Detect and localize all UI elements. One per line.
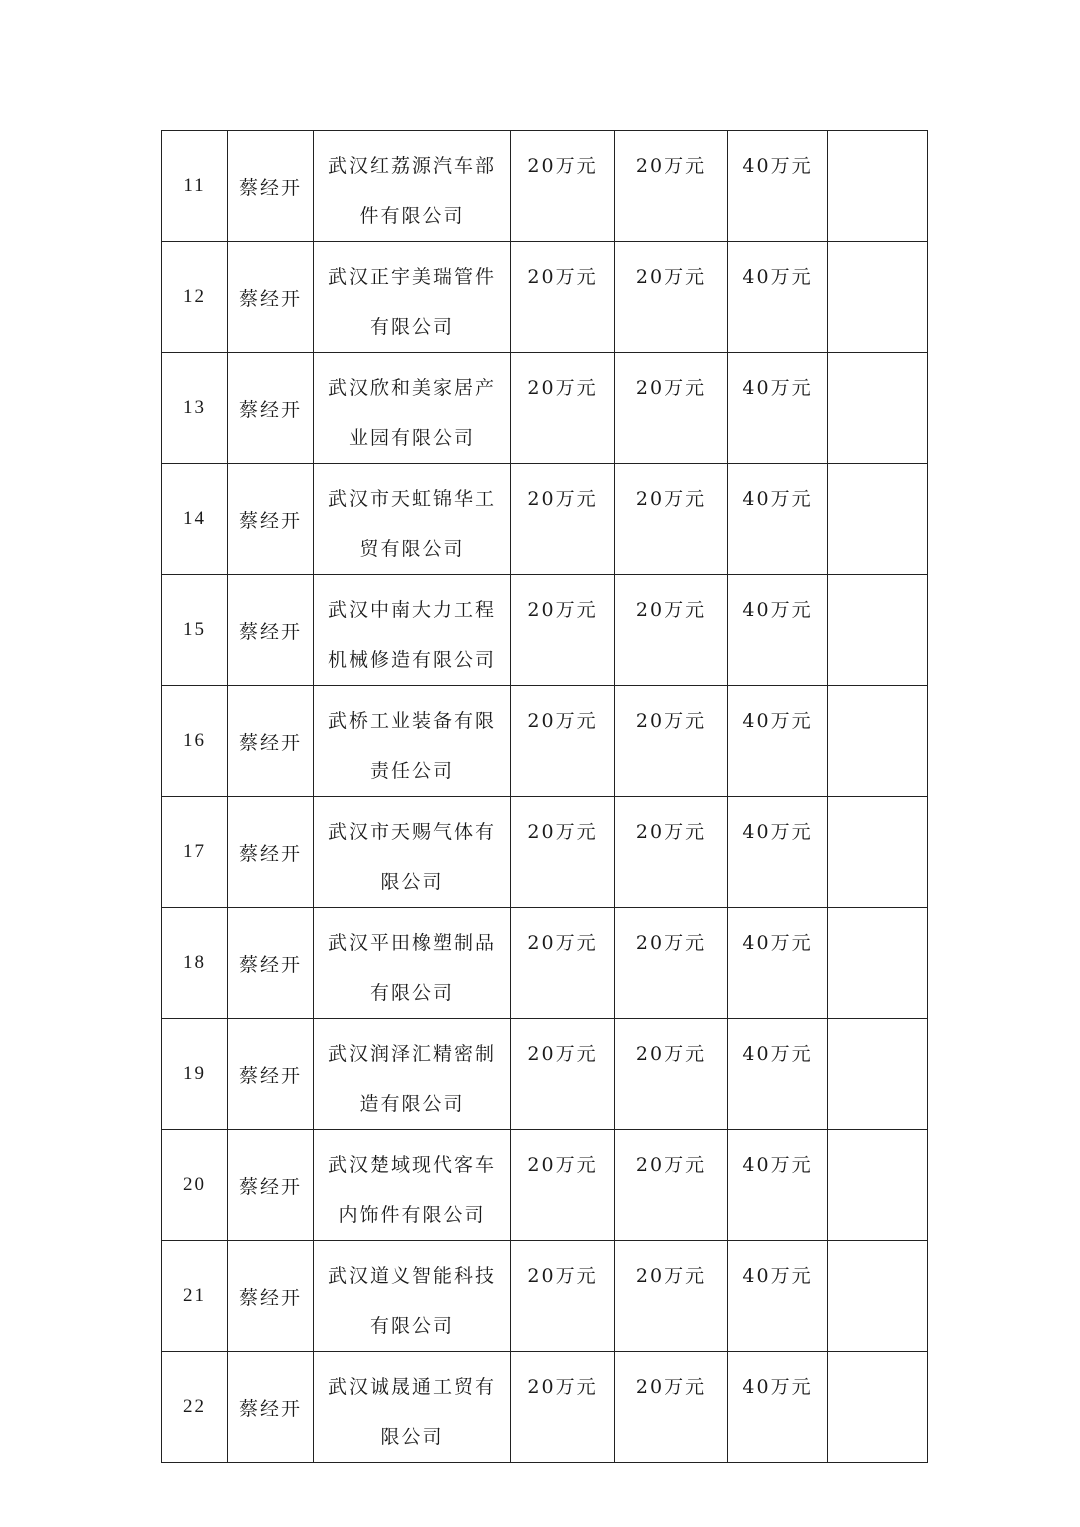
amount-cell: 20万元 (615, 1019, 728, 1130)
amount-cell: 20万元 (511, 1241, 615, 1352)
company-name-line: 贸有限公司 (359, 538, 465, 560)
total-amount-cell: 40万元 (728, 464, 828, 575)
district-cell: 蔡经开 (228, 242, 314, 353)
row-number-cell: 17 (162, 797, 228, 908)
total-amount-cell: 40万元 (728, 353, 828, 464)
district-cell: 蔡经开 (228, 686, 314, 797)
company-name-cell (314, 575, 511, 686)
amount-cell: 20万元 (615, 464, 728, 575)
total-amount-cell: 40万元 (728, 1241, 828, 1352)
company-name-cell (314, 908, 511, 1019)
company-name-line: 限公司 (380, 1426, 444, 1448)
total-amount-cell: 40万元 (728, 908, 828, 1019)
amount-cell: 20万元 (615, 242, 728, 353)
row-number-cell: 12 (162, 242, 228, 353)
table-row (162, 131, 928, 242)
company-name-line: 武汉楚域现代客车 (327, 1154, 496, 1176)
amount-cell: 20万元 (615, 131, 728, 242)
amount-cell: 20万元 (511, 131, 615, 242)
remarks-cell (828, 686, 928, 797)
company-name-cell (314, 1019, 511, 1130)
remarks-cell (828, 353, 928, 464)
company-name-line: 武汉平田橡塑制品 (327, 932, 496, 954)
table-row (162, 686, 928, 797)
remarks-cell (828, 575, 928, 686)
company-name-line: 武汉红荔源汽车部 (327, 155, 496, 177)
district-cell: 蔡经开 (228, 575, 314, 686)
remarks-cell (828, 1241, 928, 1352)
amount-cell: 20万元 (615, 797, 728, 908)
table-row (162, 1241, 928, 1352)
company-name-line: 造有限公司 (359, 1093, 465, 1115)
district-cell: 蔡经开 (228, 908, 314, 1019)
table-row (162, 1352, 928, 1463)
remarks-cell (828, 797, 928, 908)
amount-cell: 20万元 (615, 1130, 728, 1241)
total-amount-cell: 40万元 (728, 131, 828, 242)
company-name-line: 武汉道义智能科技 (327, 1265, 496, 1287)
table-body (162, 131, 928, 1463)
district-cell: 蔡经开 (228, 131, 314, 242)
remarks-cell (828, 908, 928, 1019)
company-name-line: 武汉市天虹锦华工 (327, 488, 496, 510)
total-amount-cell: 40万元 (728, 242, 828, 353)
total-amount-cell: 40万元 (728, 1352, 828, 1463)
company-name-line: 机械修造有限公司 (327, 649, 496, 671)
remarks-cell (828, 242, 928, 353)
company-name-line: 限公司 (380, 871, 444, 893)
company-name-cell (314, 353, 511, 464)
table-row (162, 242, 928, 353)
company-name-line: 武汉润泽汇精密制 (327, 1043, 496, 1065)
amount-cell: 20万元 (511, 1352, 615, 1463)
company-name-line: 武汉市天赐气体有 (327, 821, 496, 843)
remarks-cell (828, 1130, 928, 1241)
company-name-line: 业园有限公司 (348, 427, 475, 449)
table-row (162, 1019, 928, 1130)
company-name-line: 内饰件有限公司 (338, 1204, 486, 1226)
amount-cell: 20万元 (511, 686, 615, 797)
amount-cell: 20万元 (615, 575, 728, 686)
row-number-cell: 15 (162, 575, 228, 686)
table-row (162, 1130, 928, 1241)
company-name-line: 武桥工业装备有限 (327, 710, 496, 732)
row-number-cell: 19 (162, 1019, 228, 1130)
district-cell: 蔡经开 (228, 1352, 314, 1463)
district-cell: 蔡经开 (228, 1019, 314, 1130)
table-row (162, 353, 928, 464)
total-amount-cell: 40万元 (728, 575, 828, 686)
row-number-cell: 20 (162, 1130, 228, 1241)
remarks-cell (828, 1019, 928, 1130)
company-name-cell (314, 686, 511, 797)
company-name-cell (314, 797, 511, 908)
amount-cell: 20万元 (511, 353, 615, 464)
remarks-cell (828, 131, 928, 242)
company-name-cell (314, 464, 511, 575)
district-cell: 蔡经开 (228, 353, 314, 464)
amount-cell: 20万元 (511, 908, 615, 1019)
table-row (162, 575, 928, 686)
company-name-line: 武汉诚晟通工贸有 (327, 1376, 496, 1398)
subsidy-table (161, 130, 928, 1463)
row-number-cell: 11 (162, 131, 228, 242)
company-name-line: 有限公司 (369, 982, 454, 1004)
row-number-cell: 21 (162, 1241, 228, 1352)
company-name-line: 武汉欣和美家居产 (327, 377, 496, 399)
district-cell: 蔡经开 (228, 464, 314, 575)
remarks-cell (828, 1352, 928, 1463)
company-name-line: 件有限公司 (359, 205, 465, 227)
total-amount-cell: 40万元 (728, 686, 828, 797)
company-name-cell (314, 1352, 511, 1463)
row-number-cell: 14 (162, 464, 228, 575)
amount-cell: 20万元 (615, 908, 728, 1019)
amount-cell: 20万元 (511, 1019, 615, 1130)
row-number-cell: 18 (162, 908, 228, 1019)
district-cell: 蔡经开 (228, 1241, 314, 1352)
amount-cell: 20万元 (615, 1352, 728, 1463)
company-name-cell (314, 1241, 511, 1352)
amount-cell: 20万元 (511, 242, 615, 353)
table-row (162, 908, 928, 1019)
company-name-cell (314, 131, 511, 242)
amount-cell: 20万元 (511, 797, 615, 908)
table-row (162, 797, 928, 908)
total-amount-cell: 40万元 (728, 1019, 828, 1130)
district-cell: 蔡经开 (228, 797, 314, 908)
company-name-line: 有限公司 (369, 316, 454, 338)
row-number-cell: 16 (162, 686, 228, 797)
table-row (162, 464, 928, 575)
row-number-cell: 22 (162, 1352, 228, 1463)
amount-cell: 20万元 (511, 464, 615, 575)
amount-cell: 20万元 (511, 575, 615, 686)
amount-cell: 20万元 (615, 1241, 728, 1352)
remarks-cell (828, 464, 928, 575)
company-name-cell (314, 1130, 511, 1241)
total-amount-cell: 40万元 (728, 1130, 828, 1241)
district-cell: 蔡经开 (228, 1130, 314, 1241)
amount-cell: 20万元 (511, 1130, 615, 1241)
company-name-line: 武汉正宇美瑞管件 (327, 266, 496, 288)
total-amount-cell: 40万元 (728, 797, 828, 908)
amount-cell: 20万元 (615, 686, 728, 797)
row-number-cell: 13 (162, 353, 228, 464)
company-name-line: 武汉中南大力工程 (327, 599, 496, 621)
amount-cell: 20万元 (615, 353, 728, 464)
company-name-line: 有限公司 (369, 1315, 454, 1337)
company-name-cell (314, 242, 511, 353)
company-name-line: 责任公司 (369, 760, 454, 782)
